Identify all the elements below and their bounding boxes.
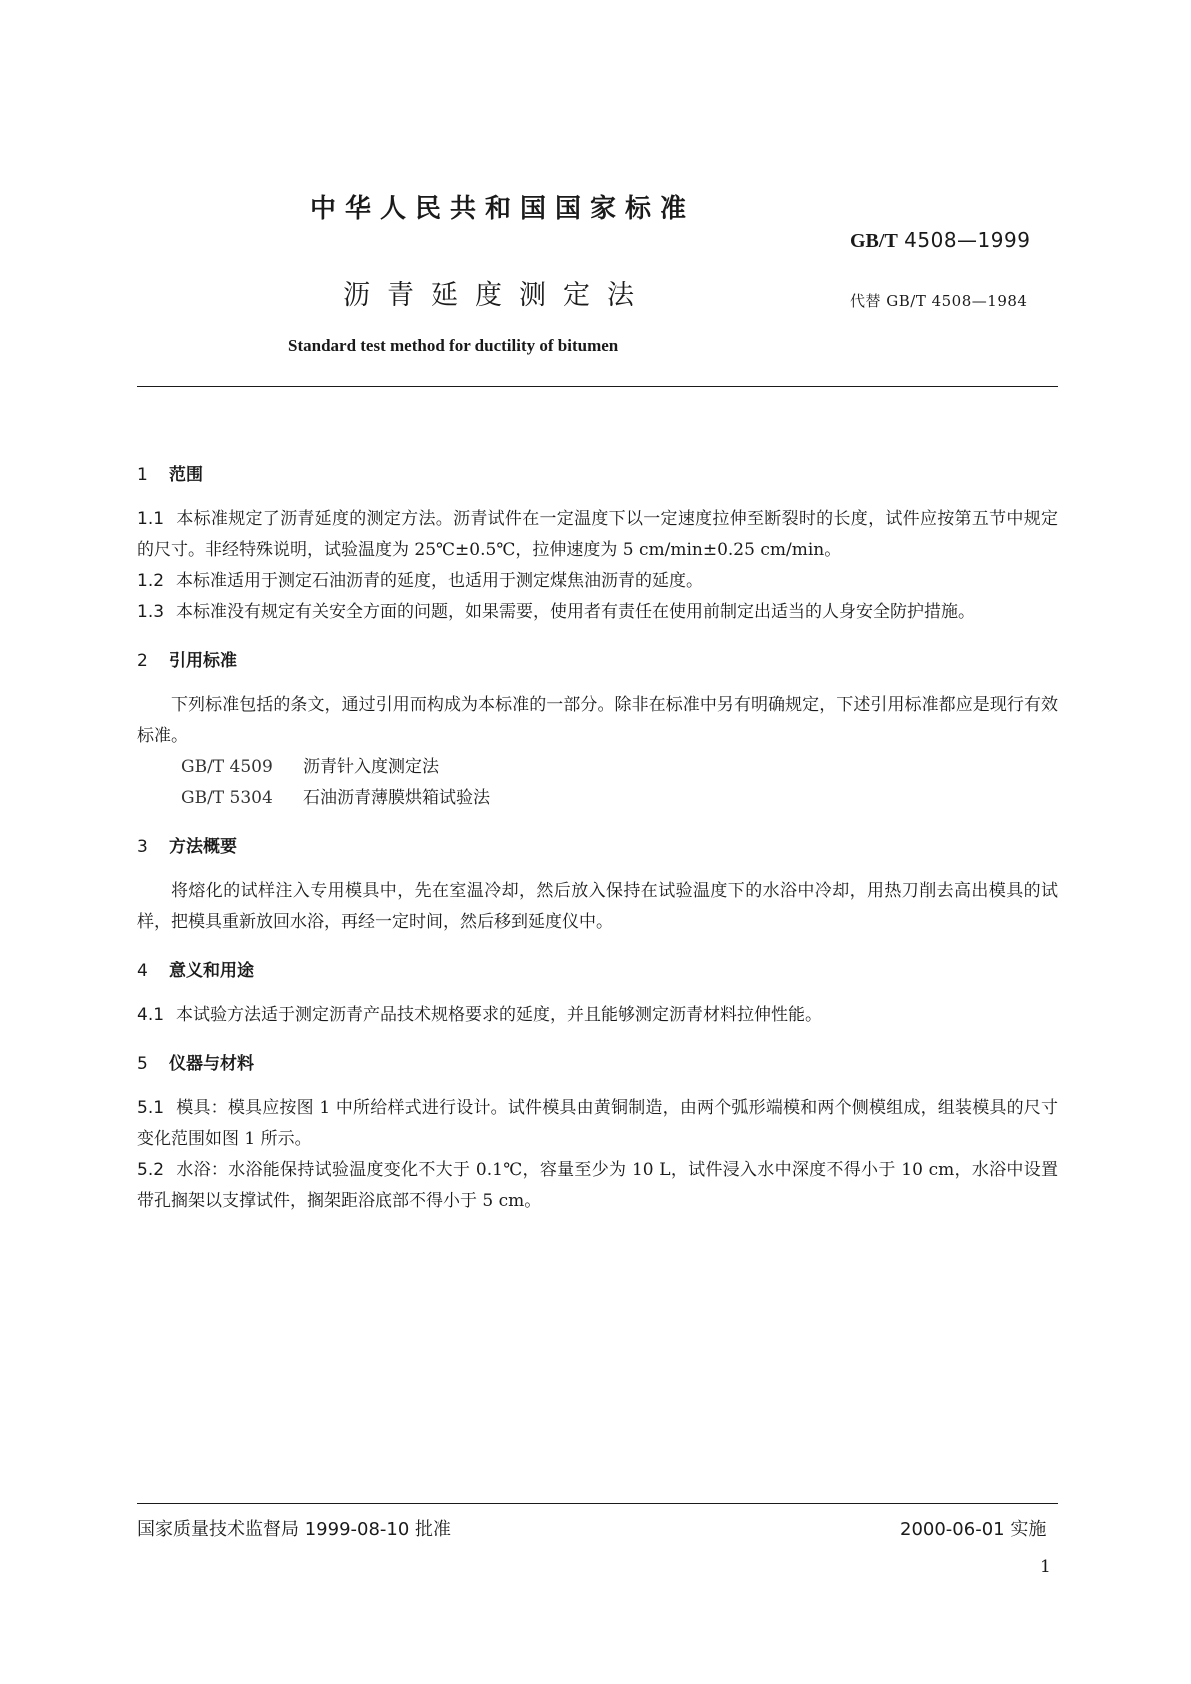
clause-4-1 [137,1000,1058,1031]
section-title: 范围 [169,465,203,485]
section-number: 5 [137,1054,148,1074]
clause-5-1 [137,1093,1058,1155]
section-2-intro: 下列标准包括的条文，通过引用而构成为本标准的一部分。除非在标准中另有明确规定，下述引用标准都应是现行有效标准。 [137,695,1058,746]
section-heading-3 [137,832,1058,862]
reference-title: 沥青针入度测定法 [303,757,439,777]
section-heading-5 [137,1049,1058,1079]
clause-number: 1.1 [137,509,165,529]
clause-number: 5.1 [137,1098,165,1118]
clause-text: 本试验方法适于测定沥青产品技术规格要求的延度，并且能够测定沥青材料拉伸性能。 [176,1005,823,1025]
section-number: 1 [137,465,148,485]
clause-1-1 [137,504,1058,566]
clause-number: 1.2 [137,571,165,591]
standard-number-value: 4508—1999 [904,228,1031,252]
clause-number: 5.2 [137,1160,165,1180]
replaces-note: 代替 GB/T 4508—1984 [850,292,1028,310]
page-number: 1 [1040,1557,1051,1577]
clause-text: 本标准没有规定有关安全方面的问题，如果需要，使用者有责任在使用前制定出适当的人身安全防护措施。 [176,602,976,622]
header-divider [137,386,1058,387]
document-title-en: Standard test method for ductility of bitumen [288,336,619,355]
normative-reference [181,783,1058,814]
normative-reference [181,752,1058,783]
approval-note: 国家质量技术监督局 1999-08-10 批准 [137,1519,452,1540]
document-body [137,460,1058,1217]
clause-1-3 [137,597,1058,628]
footer-divider [137,1503,1058,1504]
section-title: 仪器与材料 [169,1054,254,1074]
clause-text: 本标准规定了沥青延度的测定方法。沥青试件在一定温度下以一定速度拉伸至断裂时的长度，试件应按第五节中规定的尺寸。非经特殊说明，试验温度为 25℃±0.5℃，拉伸速度为 5 cm/min±0.25 cm/min。 [137,509,1058,560]
section-number: 4 [137,961,148,981]
clause-number: 4.1 [137,1005,165,1025]
reference-code: GB/T 4509 [181,757,273,777]
section-3-text: 将熔化的试样注入专用模具中，先在室温冷却，然后放入保持在试验温度下的水浴中冷却，用热刀削去高出模具的试样，把模具重新放回水浴，再经一定时间，然后移到延度仪中。 [137,881,1058,932]
clause-text: 本标准适用于测定石油沥青的延度，也适用于测定煤焦油沥青的延度。 [176,571,704,591]
clause-1-2 [137,566,1058,597]
standard-prefix: GB/T [850,230,898,252]
reference-title: 石油沥青薄膜烘箱试验法 [303,788,490,808]
effective-date: 2000-06-01 实施 [900,1519,1047,1540]
section-number: 2 [137,651,148,671]
reference-code: GB/T 5304 [181,788,273,808]
document-title-cn: 沥青延度测定法 [343,280,651,311]
clause-number: 1.3 [137,602,165,622]
section-title: 引用标准 [169,651,237,671]
section-number: 3 [137,837,148,857]
national-standard-heading: 中华人民共和国国家标准 [310,194,696,224]
clause-text: 模具：模具应按图 1 中所给样式进行设计。试件模具由黄铜制造，由两个弧形端模和两个侧模组成，组装模具的尺寸变化范围如图 1 所示。 [137,1098,1058,1149]
section-title: 意义和用途 [169,961,254,981]
clause-5-2 [137,1155,1058,1217]
section-heading-2 [137,646,1058,676]
clause-text: 水浴：水浴能保持试验温度变化不大于 0.1℃，容量至少为 10 L，试件浸入水中深度不得小于 10 cm，水浴中设置带孔搁架以支撑试件，搁架距浴底部不得小于 5 cm。 [137,1160,1058,1211]
standard-number [850,228,1030,253]
section-title: 方法概要 [169,837,237,857]
section-heading-4 [137,956,1058,986]
section-heading-1 [137,460,1058,490]
